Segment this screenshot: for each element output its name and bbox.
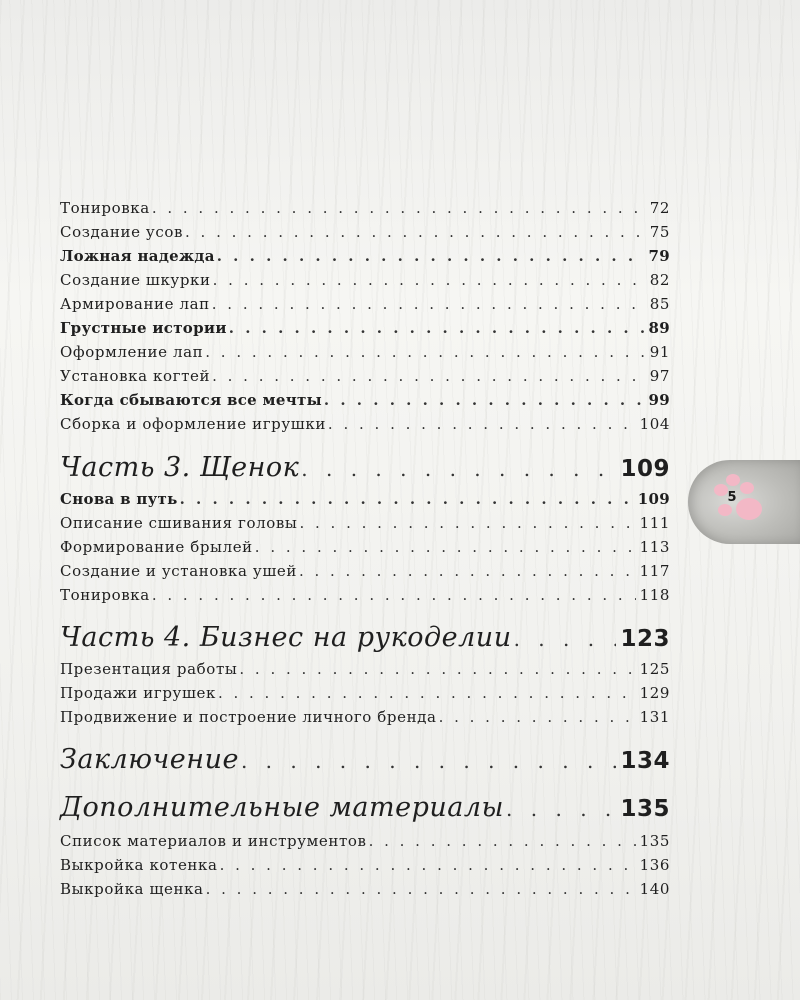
toc-entry-page: 117 (639, 562, 670, 580)
toc-entry (60, 832, 670, 854)
toc-entry-page: 72 (649, 199, 670, 217)
paw-icon (740, 482, 754, 494)
dot-leader (205, 343, 645, 361)
toc-entry (60, 708, 670, 730)
dot-leader (180, 490, 634, 508)
toc-entry-page: 123 (620, 626, 670, 652)
dot-leader (239, 660, 635, 678)
toc-entry-page: 91 (649, 343, 670, 361)
toc-part-heading (60, 744, 670, 784)
toc-entry-page: 85 (649, 295, 670, 313)
toc-entry-title: Презентация работы (60, 660, 238, 678)
toc-entry-page: 79 (648, 247, 670, 265)
toc-part-heading (60, 792, 670, 832)
toc-entry-title: Оформление лап (60, 343, 204, 361)
toc-entry (60, 343, 670, 365)
toc-entry-title: Выкройка котенка (60, 856, 218, 874)
toc-entry-page: 131 (639, 708, 670, 726)
toc-entry-title: Часть 3. Щенок (60, 452, 300, 483)
dot-leader (514, 627, 617, 651)
dot-leader (185, 223, 646, 241)
toc-entry-title: Снова в путь (60, 490, 178, 508)
dot-leader (439, 708, 636, 726)
toc-entry-page: 104 (639, 415, 670, 433)
toc-entry-title: Ложная надежда (60, 247, 215, 265)
page-number: 5 (727, 490, 737, 505)
toc-entry (60, 295, 670, 317)
dot-leader (299, 562, 636, 580)
paw-icon (718, 504, 732, 516)
dot-leader (301, 457, 616, 481)
toc-entry (60, 223, 670, 245)
toc-entry (60, 514, 670, 536)
toc-entry-page: 109 (637, 490, 670, 508)
dot-leader (152, 586, 636, 604)
toc-entry (60, 880, 670, 902)
dot-leader (241, 749, 617, 773)
toc-entry-title: Часть 4. Бизнес на рукоделии (60, 622, 512, 653)
toc-entry-page: 109 (620, 456, 670, 482)
toc-entry-page: 140 (639, 880, 670, 898)
dot-leader (324, 391, 645, 409)
toc-entry-title: Продвижение и построение личного бренда (60, 708, 437, 726)
toc-entry-title: Грустные истории (60, 319, 227, 337)
toc-entry (60, 271, 670, 293)
toc-entry-title: Армирование лап (60, 295, 210, 313)
dot-leader (212, 295, 646, 313)
toc-entry (60, 247, 670, 269)
toc-entry-page: 134 (620, 748, 670, 774)
toc-entry (60, 562, 670, 584)
toc-entry (60, 367, 670, 389)
toc-entry-page: 89 (648, 319, 670, 337)
toc-entry (60, 660, 670, 682)
toc-entry-page: 113 (639, 538, 670, 556)
toc-entry-page: 136 (639, 856, 670, 874)
toc-entry (60, 586, 670, 608)
toc-entry-title: Выкройка щенка (60, 880, 204, 898)
toc-entry-page: 99 (648, 391, 670, 409)
toc-entry-title: Заключение (60, 744, 239, 775)
toc-entry (60, 856, 670, 878)
toc-entry-page: 125 (639, 660, 670, 678)
dot-leader (220, 856, 636, 874)
dot-leader (229, 319, 645, 337)
paw-page-tab (688, 460, 800, 544)
dot-leader (217, 247, 645, 265)
toc-entry (60, 415, 670, 437)
toc-entry (60, 684, 670, 706)
toc-entry-title: Создание усов (60, 223, 184, 241)
toc-entry-title: Тонировка (60, 199, 150, 217)
toc-entry (60, 199, 670, 221)
toc-entry-page: 111 (639, 514, 670, 532)
toc-entry-page: 135 (620, 796, 670, 822)
toc-entry-title: Продажи игрушек (60, 684, 216, 702)
toc-entry-page: 129 (639, 684, 670, 702)
dot-leader (369, 832, 636, 850)
dot-leader (152, 199, 646, 217)
toc-entry-page: 97 (649, 367, 670, 385)
toc-entry (60, 391, 670, 413)
dot-leader (506, 797, 616, 821)
toc-entry-title: Описание сшивания головы (60, 514, 298, 532)
dot-leader (328, 415, 636, 433)
dot-leader (213, 271, 646, 289)
toc-entry-title: Установка когтей (60, 367, 211, 385)
toc-entry-page: 75 (649, 223, 670, 241)
toc-entry-title: Сборка и оформление игрушки (60, 415, 326, 433)
toc-entry (60, 490, 670, 512)
paw-icon (726, 474, 740, 486)
toc-entry-title: Создание и установка ушей (60, 562, 297, 580)
dot-leader (206, 880, 636, 898)
dot-leader (218, 684, 636, 702)
dot-leader (299, 514, 635, 532)
toc-entry-title: Тонировка (60, 586, 150, 604)
dot-leader (212, 367, 646, 385)
toc-entry-page: 135 (639, 832, 670, 850)
toc-part-heading (60, 452, 670, 492)
toc-entry-title: Список материалов и инструментов (60, 832, 367, 850)
toc-entry (60, 319, 670, 341)
toc-entry (60, 538, 670, 560)
toc-entry-page: 118 (639, 586, 670, 604)
toc-entry-title: Создание шкурки (60, 271, 211, 289)
toc-entry-title: Дополнительные материалы (60, 792, 505, 823)
toc-entry-title: Формирование брылей (60, 538, 253, 556)
toc-entry-title: Когда сбываются все мечты (60, 391, 322, 409)
dot-leader (255, 538, 636, 556)
toc-entry-page: 82 (649, 271, 670, 289)
toc-part-heading (60, 622, 670, 662)
